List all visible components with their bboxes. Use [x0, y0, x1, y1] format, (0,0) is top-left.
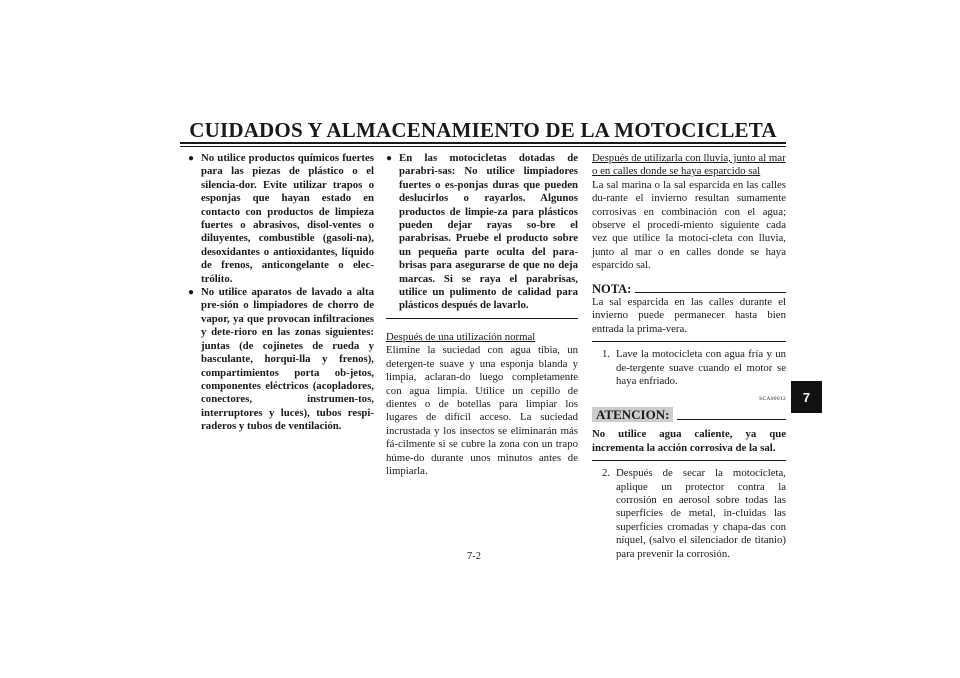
column-2 — [386, 152, 578, 478]
page-title: CUIDADOS Y ALMACENAMIENTO DE LA MOTOCICLETA — [189, 118, 777, 142]
bullet-item — [188, 286, 374, 433]
bullet-item — [188, 152, 374, 286]
page-number: 7-2 — [467, 551, 481, 562]
bullet-item — [386, 152, 578, 313]
bullet-icon: ● — [188, 153, 195, 164]
bullet-text: No utilice aparatos de lavado a alta pre-sión o limpiadores de chorro de vapor, ya que provocan infiltraciones y dete-rioro en las zonas siguientes: juntas (de cojinetes de rueda y basculante, horqui-lla y frenos), compartimientos porta ob-jetos, componentes eléctricos (acopladores, conectores, instrumen-tos, interruptores y luces), tubos respi-raderos y tubos de ventilación. — [201, 286, 374, 433]
note-text: La sal esparcida en las calles durante el invierno puede permanecer hasta bien entrada la prima-vera. — [592, 296, 786, 335]
caution-label: ATENCION: — [592, 407, 673, 422]
bullet-text: No utilice productos químicos fuertes para las piezas de plástico o el silencia-dor. Evite utilizar trapos o esponjas que hayan estado en contacto con productos de limpieza fuertes o abrasivos, disol-ventes o diluyentes, combustible (gasoli-na), desoxidantes o antioxidantes, líquido de frenos, anticongelante o elec-trólito. — [201, 152, 374, 285]
note-label: NOTA: — [592, 281, 632, 296]
caution-divider — [592, 460, 786, 461]
section-subheading: Después de una utilización normal — [386, 330, 536, 343]
note-header — [592, 283, 786, 296]
section-divider — [386, 318, 578, 319]
caution-text: No utilice agua caliente, ya que incrementa la acción corrosiva de la sal. — [592, 428, 786, 454]
step-number: 1. — [602, 348, 611, 361]
header-rule-thick — [180, 142, 786, 144]
step-text: Después de secar la motocicleta, aplique un protector contra la corrosión en aerosol sobre todas las superficies de metal, in-cluidas las superficies cromadas y chapa-das con níquel, (salvo el silenciador de titanio) para prevenir la corrosión. — [616, 467, 786, 560]
column-1 — [188, 152, 374, 434]
numbered-step — [592, 348, 786, 388]
bullet-icon: ● — [188, 287, 195, 299]
section-subheading: Después de utilizarla con lluvia, junto al mar o en calles donde se haya esparcido sal — [592, 152, 786, 178]
step-text: Lave la motocicleta con agua fría y un de-tergente suave cuando el motor se haya enfriado. — [616, 348, 786, 388]
column-3 — [592, 152, 786, 561]
step-number: 2. — [602, 467, 611, 480]
note-divider — [592, 341, 786, 342]
bullet-text: En las motocicletas dotadas de parabri-sas: No utilice limpiadores fuertes o es-ponjas duras que pueden deslucirlos o rayarlos. Algunos productos de limpie-za para plásticos pueden dejar rayas so-bre el parabrisas. Pruebe el producto sobre un pequeña parte oculta del para-brisas para asegurarse de que no deja marcas. Si se raya el parabrisas, utilice un pulimento de calidad para plásticos después de lavarlo. — [399, 152, 578, 312]
note-rule — [635, 292, 786, 293]
section-body: Elimine la suciedad con agua tibia, un detergen-te suave y una esponja blanda y limpia, aclaran-do luego completamente con agua limpia. Utilice un cepillo de dientes o de botellas para limpiar los lugares de difícil acceso. La suciedad incrustada y los insectos se eliminarán más fá-cilmente si se cubre la zona con un trapo húme-do durante unos minutos antes de limpiarla. — [386, 344, 578, 477]
section-body: La sal marina o la sal esparcida en las calles du-rante el invierno resultan sumamente corrosivas en combinación con el agua; observe el procedi-miento siguiente cada vez que utilice la motoci-cleta con lluvia, junto al mar o en calles donde se haya esparcido sal. — [592, 178, 786, 272]
reference-code: SCA00012 — [759, 395, 786, 402]
bullet-icon: ● — [386, 153, 393, 164]
caution-rule — [677, 419, 786, 420]
chapter-tab: 7 — [791, 381, 822, 413]
numbered-step — [592, 467, 786, 561]
caution-header — [592, 407, 786, 422]
header-rule-thin — [180, 146, 786, 147]
